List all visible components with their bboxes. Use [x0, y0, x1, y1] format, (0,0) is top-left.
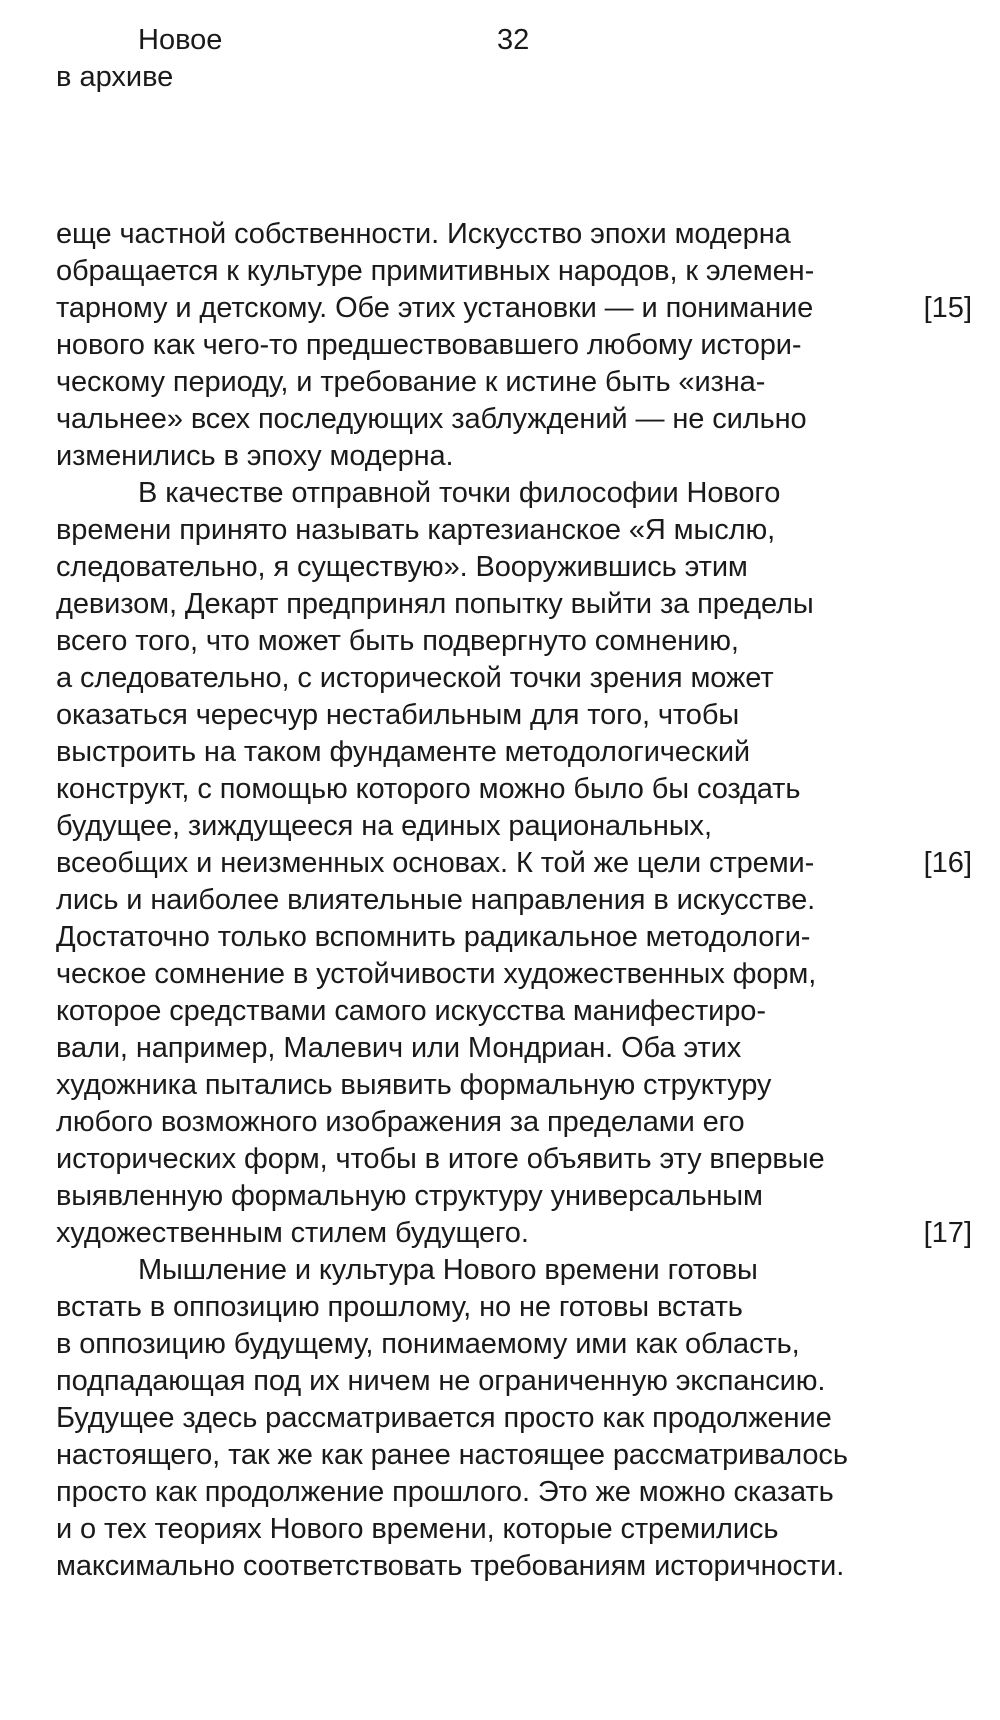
text-line: обращается к культуре примитивных народов, к элемен-	[56, 255, 815, 287]
text-line: чальнее» всех последующих заблуждений — не сильно	[56, 403, 807, 435]
text-line: лись и наиболее влиятельные направления в искусстве.	[56, 884, 816, 916]
text-line: Будущее здесь рассматривается просто как продолжение	[56, 1402, 832, 1434]
text-line: оказаться чересчур нестабильным для того, чтобы	[56, 699, 740, 731]
text-line: Достаточно только вспомнить радикальное методологи-	[56, 921, 811, 953]
text-line: конструкт, с помощью которого можно было бы создать	[56, 773, 801, 805]
text-line: в оппозицию будущему, понимаемому ими как область,	[56, 1328, 800, 1360]
text-line: исторических форм, чтобы в итоге объявить эту впервые	[56, 1143, 825, 1175]
text-line: подпадающая под их ничем не ограниченную экспансию.	[56, 1365, 826, 1397]
text-line: тарному и детскому. Обе этих установки — и понимание	[56, 292, 814, 324]
header-title-line-2: в архиве	[56, 61, 174, 93]
text-line: а следовательно, с исторической точки зрения может	[56, 662, 774, 694]
text-line: выстроить на таком фундаменте методологический	[56, 736, 751, 768]
paragraph-first-line: В качестве отправной точки философии Нового	[138, 477, 781, 509]
text-line: следовательно, я существую». Вооружившись этим	[56, 551, 748, 583]
text-line: будущее, зиждущееся на единых рациональных,	[56, 810, 712, 842]
text-line: ческое сомнение в устойчивости художественных форм,	[56, 958, 817, 990]
header-title-line-1: Новое	[138, 24, 223, 56]
text-line: которое средствами самого искусства манифестиро-	[56, 995, 766, 1027]
text-line: просто как продолжение прошлого. Это же можно сказать	[56, 1476, 834, 1508]
text-line: любого возможного изображения за пределами его	[56, 1106, 745, 1138]
text-line: ческому периоду, и требование к истине быть «изна-	[56, 366, 766, 398]
margin-reference-15: [15]	[923, 292, 972, 324]
paragraph-first-line: Мышление и культура Нового времени готовы	[138, 1254, 758, 1286]
text-line: и о тех теориях Нового времени, которые стремились	[56, 1513, 779, 1545]
running-header-title	[56, 22, 256, 96]
text-line: художественным стилем будущего.	[56, 1217, 529, 1249]
margin-reference-16: [16]	[923, 847, 972, 879]
text-line: времени принято называть картезианское «Я мыслю,	[56, 514, 776, 546]
text-line: максимально соответствовать требованиям историчности.	[56, 1550, 845, 1582]
text-line: встать в оппозицию прошлому, но не готовы встать	[56, 1291, 743, 1323]
text-line: девизом, Декарт предпринял попытку выйти за пределы	[56, 588, 814, 620]
margin-reference-17: [17]	[923, 1217, 972, 1249]
text-line: всеобщих и неизменных основах. К той же цели стреми-	[56, 847, 815, 879]
text-line: выявленную формальную структуру универсальным	[56, 1180, 763, 1212]
text-line: художника пытались выявить формальную структуру	[56, 1069, 772, 1101]
body-text	[56, 216, 906, 1585]
page-number: 32	[497, 24, 530, 56]
text-line: настоящего, так же как ранее настоящее рассматривалось	[56, 1439, 848, 1471]
text-line: изменились в эпоху модерна.	[56, 440, 454, 472]
text-line: еще частной собственности. Искусство эпохи модерна	[56, 218, 791, 250]
text-line: всего того, что может быть подвергнуто сомнению,	[56, 625, 739, 657]
text-line: нового как чего-то предшествовавшего любому истори-	[56, 329, 802, 361]
text-line: вали, например, Малевич или Мондриан. Оба этих	[56, 1032, 742, 1064]
